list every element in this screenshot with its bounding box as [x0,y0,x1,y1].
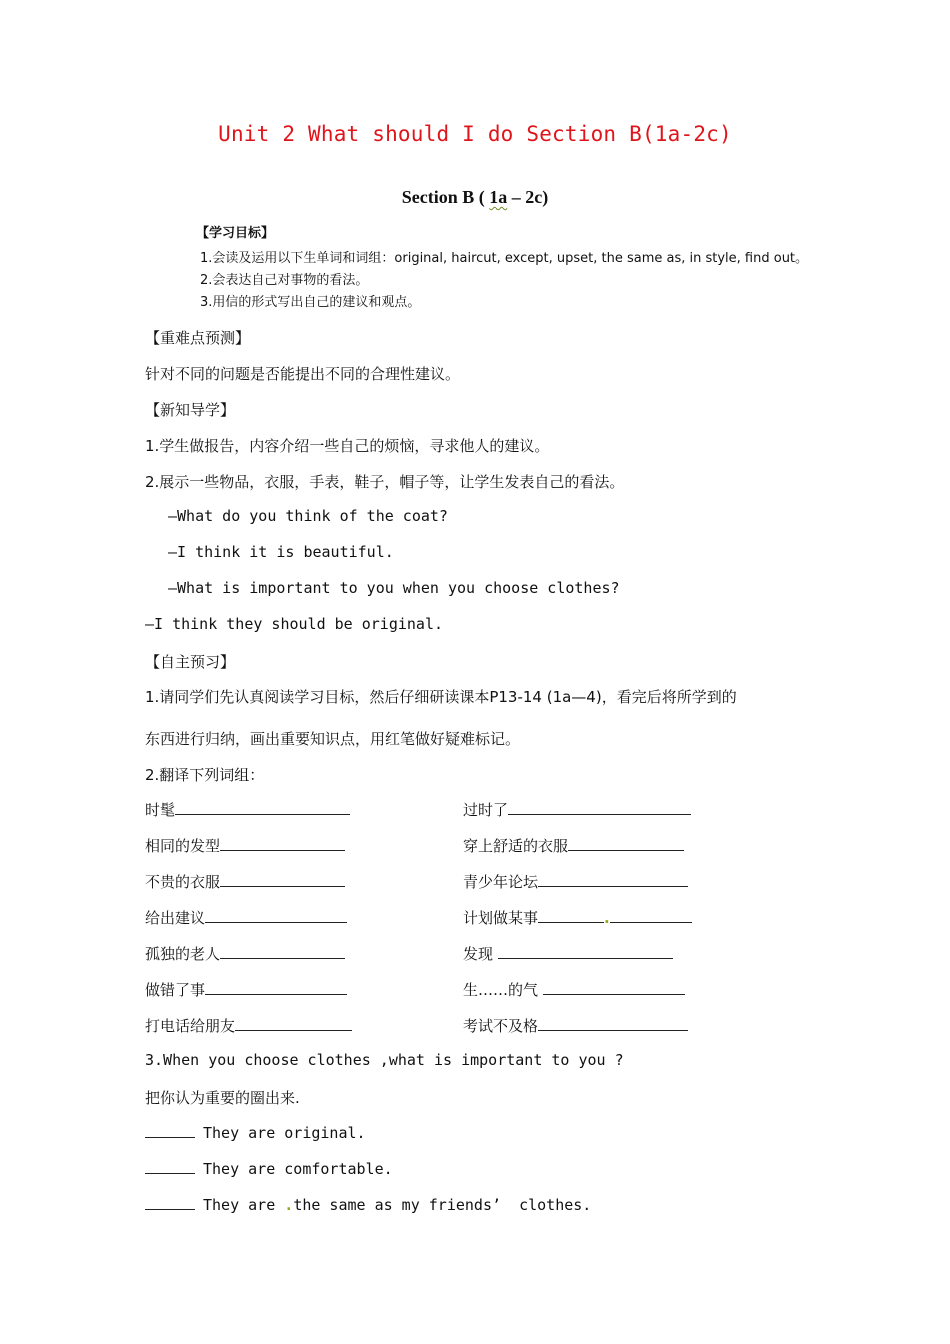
answer-blank[interactable] [508,800,691,815]
vocab-left-4: 给出建议 [145,907,347,928]
learning-goal-2: 2.会表达自己对事物的看法。 [200,273,369,288]
answer-blank[interactable] [538,1016,688,1031]
vocab-left-3: 不贵的衣服 [145,871,345,892]
answer-blank[interactable] [498,944,673,959]
vocab-right-7: 考试不及格 [463,1015,688,1036]
vocab-right-5: 发现 [463,943,673,964]
answer-blank[interactable] [538,908,604,923]
answer-blank[interactable] [220,872,345,887]
vocab-right-1: 过时了 [463,799,691,820]
vocab-right-6: 生……的气 [463,979,685,1000]
vocab-left-1: 时髦 [145,799,350,820]
vocab-right-3: 青少年论坛 [463,871,688,892]
answer-blank[interactable] [205,908,347,923]
difficulty-text: 针对不同的问题是否能提出不同的合理性建议。 [145,365,461,383]
answer-blank[interactable] [205,980,347,995]
choice-1: They are original. [145,1123,366,1142]
choice-3: They are .the same as my friends’ clothes. [145,1195,591,1214]
choice-blank[interactable] [145,1123,195,1138]
new-knowledge-heading: 【新知导学】 [145,401,236,419]
vocab-left-7: 打电话给朋友 [145,1015,352,1036]
vocab-right-2: 穿上舒适的衣服 [463,835,684,856]
dialogue-line-2: —I think it is beautiful. [168,543,394,561]
vocab-left-5: 孤独的老人 [145,943,345,964]
answer-blank[interactable] [610,908,692,923]
vocab-left-2: 相同的发型 [145,835,345,856]
preview-item-2: 2.翻译下列词组： [145,766,265,784]
vocab-left-6: 做错了事 [145,979,347,1000]
preview-heading: 【自主预习】 [145,653,236,671]
new-knowledge-item-2: 2.展示一些物品，衣服，手表，鞋子，帽子等，让学生发表自己的看法。 [145,473,625,491]
answer-blank[interactable] [538,872,688,887]
answer-blank[interactable] [568,836,684,851]
learning-goals-heading: 【学习目标】 [196,226,275,241]
learning-goal-3: 3.用信的形式写出自己的建议和观点。 [200,295,421,310]
section-subtitle [0,187,950,208]
choice-blank[interactable] [145,1195,195,1210]
subtitle-pre: Section B ( [401,187,490,207]
choice-2: They are comfortable. [145,1159,393,1178]
preview-item-1-line-2: 东西进行归纳，画出重要知识点，用红笔做好疑难标记。 [145,730,521,748]
answer-blank[interactable] [543,980,685,995]
preview-item-1-line-1: 1.请同学们先认真阅读学习目标，然后仔细研读课本P13-14 (1a—4)，看完后将所学到的 [145,688,737,706]
dialogue-line-3: —What is important to you when you choose clothes? [168,579,620,597]
subtitle-mid: 1a [489,187,508,207]
answer-blank[interactable] [175,800,350,815]
answer-blank[interactable] [235,1016,352,1031]
dialogue-line-4: —I think they should be original. [145,615,444,633]
preview-item-3: 3.When you choose clothes ,what is important to you ? [145,1051,624,1069]
dialogue-line-1: —What do you think of the coat? [168,507,448,525]
answer-blank[interactable] [220,836,345,851]
page-title: Unit 2 What should I do Section B(1a-2c) [218,122,732,146]
choice-blank[interactable] [145,1159,195,1174]
answer-blank[interactable] [220,944,345,959]
new-knowledge-item-1: 1.学生做报告，内容介绍一些自己的烦恼，寻求他人的建议。 [145,437,550,455]
difficulty-heading: 【重难点预测】 [145,329,251,347]
mark-dot: . [604,909,610,927]
mark-dot: . [284,1196,294,1214]
subtitle-post: – 2c) [507,187,549,207]
vocab-right-4: 计划做某事 . [463,907,692,928]
preview-item-3-note: 把你认为重要的圈出来. [145,1089,300,1107]
learning-goal-1: 1.会读及运用以下生单词和词组：original, haircut, except, upset, the same as, in style, find out。 [200,251,809,266]
